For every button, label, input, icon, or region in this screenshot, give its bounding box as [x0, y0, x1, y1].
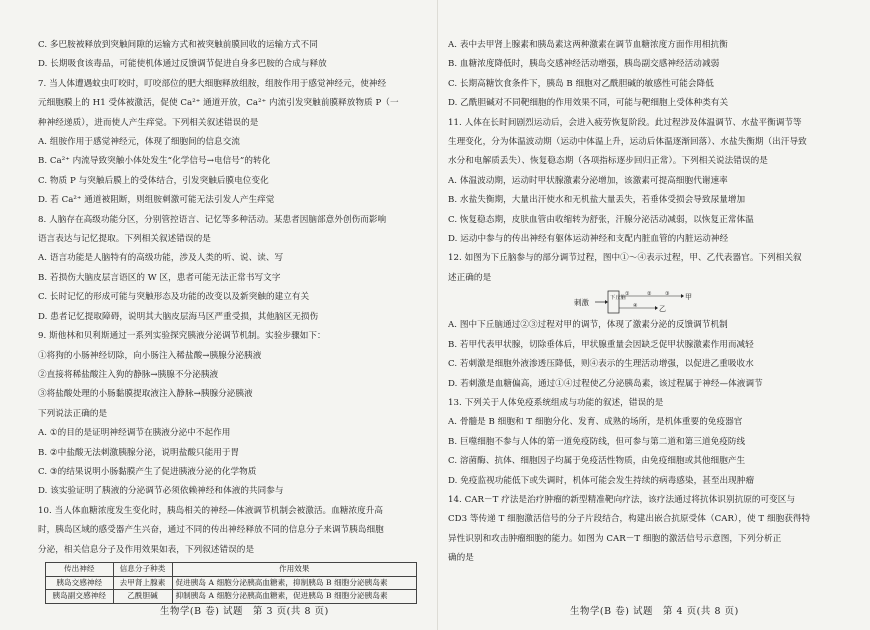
question-10-stem: 10. 当人体血糖浓度发生变化时，胰岛相关的神经—体液调节机制会被激活。血糖浓度升高	[38, 505, 384, 516]
text-line: 语言表达与记忆提取。下列相关叙述错误的是	[38, 234, 211, 245]
option-d: D. 患者记忆提取障碍，说明其大脑皮层海马区严重受损，其他脑区无损伤	[38, 311, 319, 322]
option-d: D. 免疫监视功能低下或失调时，机体可能会发生持续的病毒感染，甚至出现肿瘤	[448, 475, 755, 486]
text-line: 下列说法正确的是	[38, 408, 108, 419]
option-b: B. 水盐失衡期，大量出汗使水和无机盐大量丢失，若垂体受损会导致尿量增加	[448, 195, 746, 206]
diagram-marker: ①	[625, 291, 630, 298]
option-b: B. ②中盐酸无法刺激胰腺分泌，说明盐酸只能用于胃	[38, 447, 240, 458]
right-page-column	[448, 36, 840, 569]
table-header-cell: 信息分子种类	[113, 562, 172, 576]
diagram-marker: ③	[665, 291, 670, 298]
option-c: C. 溶菌酶、抗体、细胞因子均属于免疫活性物质，由免疫细胞或其他细胞产生	[448, 456, 746, 467]
option-b: B. 若损伤大脑皮层言语区的 W 区，患者可能无法正常书写文字	[38, 272, 281, 283]
hypothalamus-diagram-svg	[573, 289, 713, 315]
option-b: B. Ca²⁺ 内流导致突触小体处发生“化学信号→电信号”的转化	[38, 156, 271, 167]
table-cell: 促进胰岛 A 细胞分泌胰高血糖素，抑制胰岛 B 细胞分泌胰岛素	[172, 576, 417, 590]
table-header-cell: 传出神经	[46, 562, 114, 576]
table-row	[46, 590, 417, 604]
option-c: C. 长时记忆的形成可能与突触形态及功能的改变以及新突触的建立有关	[38, 292, 310, 303]
text-line: C. 多巴胺被释放到突触间隙的运输方式和被突触前膜回收的运输方式不同	[38, 40, 318, 50]
table-cell: 去甲肾上腺素	[113, 576, 172, 590]
question-8-stem: 8. 人脑存在高级功能分区，分别管控语言、记忆等多种活动。某患者因脑部意外创伤而影响	[38, 214, 387, 225]
table-cell: 胰岛副交感神经	[46, 590, 114, 604]
option-d: D. 运动中参与的传出神经有躯体运动神经和支配内脏血管的内脏运动神经	[448, 234, 729, 245]
option-c: C. 物质 P 与突触后膜上的受体结合，引发突触后膜电位变化	[38, 175, 269, 186]
option-c: C. 恢复稳态期，皮肤血管由收缩转为舒张，汗腺分泌活动减弱，以恢复正常体温	[448, 214, 754, 225]
table-cell: 胰岛交感神经	[46, 576, 114, 590]
diagram-arrowhead	[655, 306, 658, 310]
page-fold-divider	[437, 0, 438, 630]
text-line: 确的是	[448, 553, 474, 564]
option-c: C. 若刺激是细胞外液渗透压降低，则④表示的生理活动增强，以促进乙重吸收水	[448, 359, 754, 370]
diagram-organ-a: 甲	[685, 293, 693, 302]
diagram-stimulus-label: 刺激	[574, 298, 590, 308]
question-13-stem: 13. 下列关于人体免疫系统组成与功能的叙述，错误的是	[448, 397, 664, 408]
text-line: 元细胞膜上的 H1 受体被激活，促使 Ca²⁺ 通道开放，Ca²⁺ 内流引发突触前膜释放物质 P（一	[38, 98, 399, 109]
option-a: A. 语言功能是人脑特有的高级功能，涉及人类的听、说、读、写	[38, 253, 284, 264]
experiment-step-3: ③将盐酸处理的小肠黏膜提取液注入静脉→胰腺分泌胰液	[38, 389, 253, 400]
diagram-marker: ④	[633, 303, 638, 310]
diagram-box-label: 下丘脑	[610, 295, 626, 302]
question-12-stem: 12. 如图为下丘脑参与的部分调节过程，图中①～④表示过程，甲、乙代表器官。下列相关叙	[448, 253, 802, 264]
question-9-stem: 9. 斯他林和贝利斯通过一系列实验探究胰液分泌调节机制。实验步骤如下：	[38, 331, 326, 342]
option-d: D. 若 Ca²⁺ 通道被阻断，则组胺刺激可能无法引发人产生痒觉	[38, 195, 275, 206]
question-14-stem: 14. CAR－T 疗法是治疗肿瘤的新型精准靶向疗法，该疗法通过将抗体识别抗原的可变区与	[448, 494, 796, 505]
table-header-row	[46, 562, 417, 576]
text-line: 种神经递质），进而使人产生痒觉。下列相关叙述错误的是	[38, 117, 259, 128]
page-footer-left: 生物学(B 卷) 试题 第 3 页(共 8 页)	[160, 606, 329, 617]
question-11-stem: 11. 人体在长时间剧烈运动后，会进入疲劳恢复阶段。此过程涉及体温调节、水盐平衡调节等	[448, 117, 802, 128]
option-b: B. 血糖浓度降低时，胰岛交感神经活动增强，胰岛副交感神经活动减弱	[448, 59, 720, 70]
option-a: A. 体温波动期，运动时甲状腺激素分泌增加，该激素可提高细胞代谢速率	[448, 175, 728, 186]
option-a: A. 组胺作用于感觉神经元，体现了细胞间的信息交流	[38, 137, 240, 148]
diagram-arrowhead	[605, 300, 608, 304]
text-line: 分泌，相关信息分子及作用效果如表，下列叙述错误的是	[38, 544, 255, 555]
option-c: C. 长期高糖饮食条件下，胰岛 B 细胞对乙酰胆碱的敏感性可能会降低	[448, 78, 714, 89]
text-line: 水分和电解质丢失）、恢复稳态期（各项指标逐步回归正常）。下列相关说法错误的是	[448, 156, 768, 167]
experiment-step-1: ①将狗的小肠神经切除，向小肠注入稀盐酸→胰腺分泌胰液	[38, 350, 262, 361]
text-line: 述正确的是	[448, 272, 492, 283]
neural-signal-table	[45, 562, 417, 604]
experiment-step-2: ②直接将稀盐酸注入狗的静脉→胰腺不分泌胰液	[38, 369, 219, 380]
option-a: A. 骨髓是 B 细胞和 T 细胞分化、发育、成熟的场所，是机体重要的免疫器官	[448, 417, 743, 428]
diagram-organ-b: 乙	[659, 305, 667, 314]
option-b: B. 巨噬细胞不参与人体的第一道免疫防线，但可参与第二道和第三道免疫防线	[448, 436, 746, 447]
left-page-column	[38, 36, 436, 607]
option-d: D. 该实验证明了胰液的分泌调节必须依赖神经和体液的共同参与	[38, 486, 284, 497]
option-d: D. 乙酰胆碱对不同靶细胞的作用效果不同，可能与靶细胞上受体种类有关	[448, 98, 729, 109]
option-b: B. 若甲代表甲状腺，切除垂体后，甲状腺重量会因缺乏促甲状腺激素作用而减轻	[448, 339, 754, 350]
text-line: D. 长期吸食该毒品，可能使机体通过反馈调节促进自身多巴胺的合成与释放	[38, 59, 327, 70]
option-a: A. ①的目的是证明神经调节在胰液分泌中不起作用	[38, 428, 231, 439]
text-line: CD3 等传递 T 细胞激活信号的分子片段结合，构建出嵌合抗原受体（CAR），使 T 细胞获得特	[448, 514, 811, 525]
text-line: 生理变化，分为体温波动期（运动中体温上升，运动后体温逐渐回落）、水盐失衡期（出汗导致	[448, 137, 807, 148]
table-header-cell: 作用效果	[172, 562, 417, 576]
text-line: 时，胰岛区域的感受器产生兴奋，通过不同的传出神经释放不同的信息分子来调节胰岛细胞	[38, 525, 384, 536]
page-footer-right: 生物学(B 卷) 试题 第 4 页(共 8 页)	[570, 606, 739, 617]
table-cell: 抑制胰岛 A 细胞分泌胰高血糖素，促进胰岛 B 细胞分泌胰岛素	[172, 590, 417, 604]
option-a: A. 图中下丘脑通过②③过程对甲的调节，体现了激素分泌的反馈调节机制	[448, 320, 728, 331]
option-a: A. 表中去甲肾上腺素和胰岛素这两种激素在调节血糖浓度方面作用相抗衡	[448, 40, 728, 50]
question-7-stem: 7. 当人体遭遇蚊虫叮咬时，叮咬部位的肥大细胞释放组胺，组胺作用于感觉神经元，使神经	[38, 78, 387, 89]
diagram-arrowhead	[681, 294, 684, 298]
table-cell: 乙酰胆碱	[113, 590, 172, 604]
hypothalamus-diagram	[448, 288, 840, 316]
text-line: 异性识别和攻击肿瘤细胞的能力。如图为 CAR－T 细胞的激活信号示意图，下列分析正	[448, 533, 782, 544]
option-d: D. 若刺激是血糖偏高，通过①④过程使乙分泌胰岛素，该过程属于神经—体液调节	[448, 378, 763, 389]
option-c: C. ③的结果说明小肠黏膜产生了促进胰液分泌的化学物质	[38, 466, 257, 477]
table-row	[46, 576, 417, 590]
diagram-marker: ②	[647, 291, 652, 298]
